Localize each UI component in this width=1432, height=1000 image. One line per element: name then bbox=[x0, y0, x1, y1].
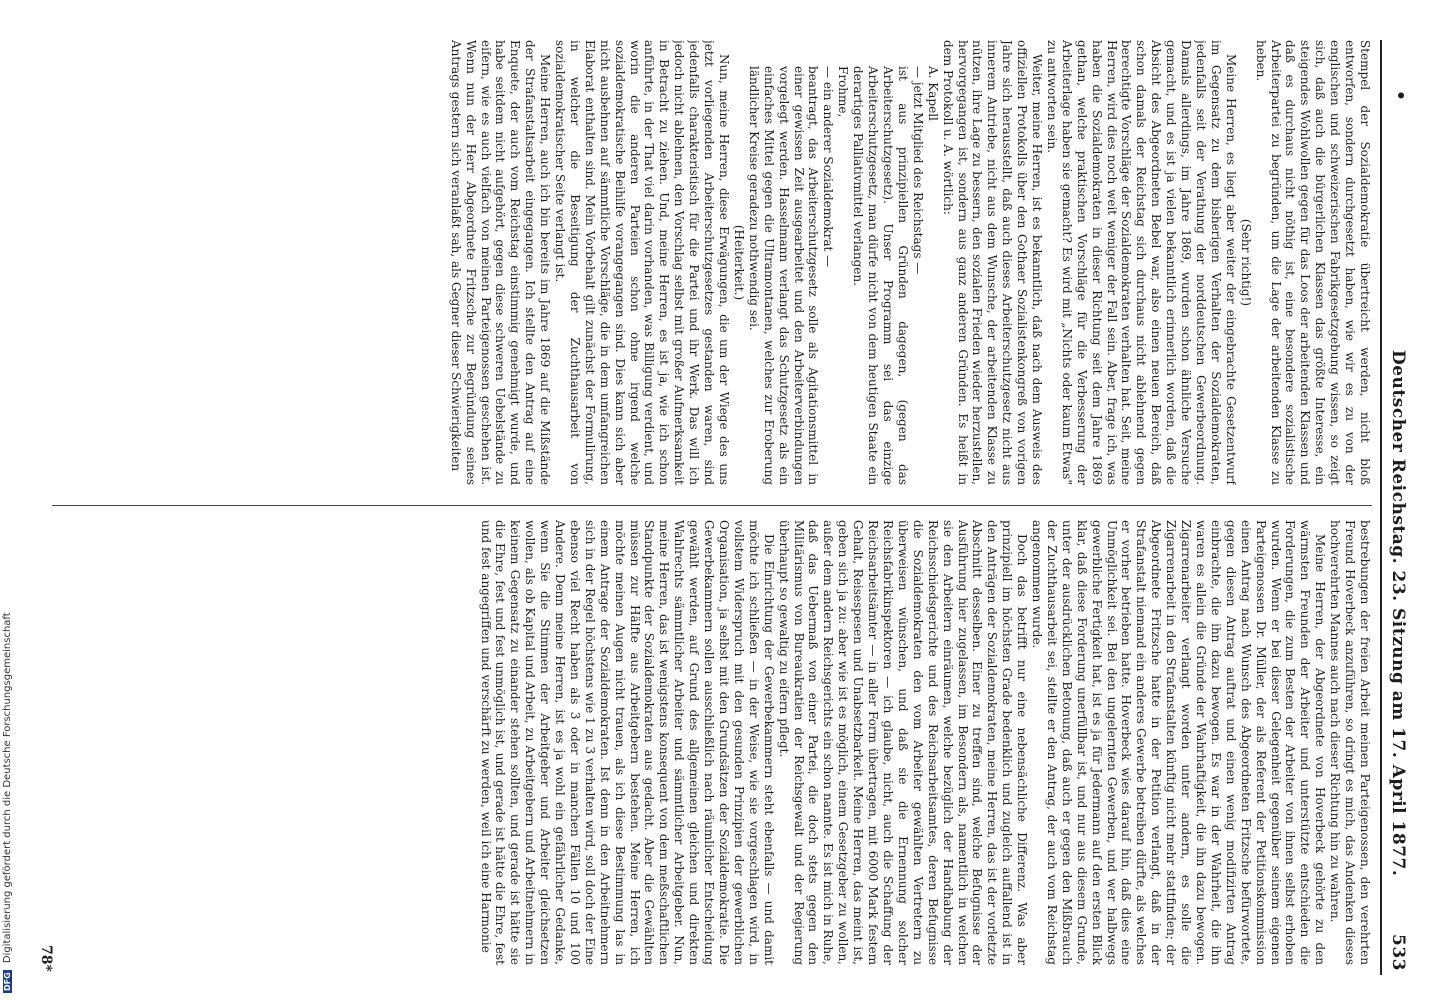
dfg-logo: DFG bbox=[3, 972, 12, 991]
paragraph: Meine Herren, auch ich bin bereits im Jahre 1869 auf die Mißstände der Strafanstaltsarbeit eingegangen. Ich stellte den Antrag auf eine Enquete, der auch vom Reichstag einstimmig genehmigt wurde, und habe seitdem nicht aufgehört, gegen diese schweren Uebelstände zu eifern, wie es auch vielfach von meinen Parteigenossen geschehen ist. Wenn nun der Herr Abgeordnete Fritzsche zur Begründung seines Antrags gestern sich veranlaßt sah, als Gegner dieser Schwierigkeiten bbox=[448, 40, 553, 485]
paragraph: Stempel der Sozialdemokratie übertreicht werden, nicht bloß entworfen, sondern durchgesetzt haben, wie wir es zu von der englischen und schweizerischen Fabrikgesetzgebung wissen, so zeigt sich, daß auch die bürgerlichen Klassen das größte Interesse, ein steigendes Wohlwollen gegen für das Loos der arbeitenden Klassen und daß es durchaus nicht nöthig ist, eine besondere sozialistische Arbeiterpartei zu begründen, um die Lage der arbeitenden Klasse zu heben. bbox=[1253, 40, 1372, 485]
paragraph: bestrebungen der freien Arbeit meinen Parteigenossen, den verehrten Freund Hoverbeck anzuführen, so dringt es mich, das Andenken dieses hochverehrten Mannes auch nach dieser Richtung hin zu wahren. bbox=[1328, 520, 1372, 965]
paragraph: Nun, meine Herren, diese Erwägungen, die um der Wiege des uns jetzt vorliegenden Arbeiterschutzgesetzes gestanden waren, sind jedenfalls charakteristisch für die Partei und ihr Werk. Das will ich jedoch nicht ablehnen, den Vorschlag selbst mit großer Aufmerksamkeit in Betracht zu ziehen. Und, meine Herren, es ist ja, wie ich schon anführte, in der That viel darin vorhanden, was Billigung verdient, und worin die anderen Parteien schon ohne irgend welche sozialdemokratische Beihilfe vorangegangen sind. Dies kann sich aber nicht ausbehnen auf sämmtliche Vorschläge, die in dem umfangreichen Elaborat enthalten sind. Mein Vorbehalt gilt zunächst der Formulirung, in welcher die Beseitigung der Zuchthausarbeit von sozialdemokratischer Seite verlangt ist. bbox=[553, 40, 732, 485]
paragraph: Die Einrichtung der Gewerbekammern steht ebenfalls — und damit möchte ich schließen — in der Weise, wie sie vorgeschlagen wird, in vollstem Widerspruch mit den gesunden Prinzipien der gewerblichen Organisation, ja selbst mit den Grundsätzen der Sozialdemokratie. Die Gewerbekammern sollen ausschließlich nach räumlicher Entscheidung gewählt werden, auf Grund des allgemeinen gleichen und direkten Wahlrechts sämmtlicher Arbeiter und sämmtlicher Arbeitgeber. Nun, meine Herren, das ist wenigstens konsequent von dem meßschaftlichen Standpunkte der Sozialdemokraten aus gedacht. Aber die Gewählten müssen zur Hälfte aus Arbeitgebern bestehen. Meine Herren, ich möchte meinen Augen nicht trauen, als ich diese Bestimmung las in einem Antrage der Sozialdemokraten. Ist denn in den Arbeitnehmern sich in der Regel höchstens wie 1 zu 3 verhalten wird, soll doch der Eine ebenso viel Recht haben als 3 oder in manchen Fällen 10 und 100 Andere. Denn meine Herren, ist es ja wohl ein gefährlicher Gedanke, wenn Sie die Stimmen der Arbeitgeber und Arbeiter gleichsetzen wollen, als ob Kapital und Arbeit, zu Arbeitgebern und Arbeitnehmern in keinem Gegensatz zu einander stehen sollten, und gerade ist hätte sie die Ehre, fest und fest unmöglich ist, und gerade ist hätte die Ehre, fest und fest angegriffen und verschärft zu werden, weil ich eine Harmonie bbox=[478, 520, 776, 965]
paragraph: — ein anderer Sozialdemokrat — bbox=[821, 66, 836, 268]
paragraph: Doch das betrifft nur eine nebensächliche Differenz. Was aber prinzipiell im höchsten Grade bedenklich und zugleich auffallend ist in den Anträgen der Sozialdemokraten, meine Herren, das ist der vorletzte Abschnitt desselben. Einer zu treffen sind, welche Befugnisse der Ausführung hier zugelassen, im Besondern als, namentlich in welchen sie den Arbeitern einräumen, welche bezüglich der Handhabung der Reichsschiedsgerichte und des Reichsarbeitsamtes, deren Befugnisse die Sozialdemokraten den vom Arbeiter gewählten Vertretern zu überweisen wünschen, und daß sie die Ernennung solcher Reichsfabrikinspektoren — ich glaube, nicht, auch die Schaffung der Reichsarbeitsämter — in aller Form übertragen, mit 6000 Mark festem Gehalt, Reisespesen und Unabsetzbarkeit. Meine Herren, das meint ist, geben sich ja zu: aber wie ist es möglich, einem Gesetzgeber zu wollen, außer dem andern Reichsgerichts ein schon nannte. Es ist mich in Ruhe, daß das Uebermaß von einer Partei, die doch stets gegen den Militärismus von Bureaukratien der Reichsgewalt und der Regierung überhaupt so gewaltig zu eifern pflegt. bbox=[776, 520, 1030, 965]
rotated-page bbox=[32, 0, 1432, 1000]
paragraph: — jetzt Mitglied des Reichstags — bbox=[910, 66, 925, 275]
page-header bbox=[1380, 40, 1424, 975]
paragraph: Frohme, bbox=[836, 66, 851, 118]
paragraph: Weiter, meine Herren, ist es bekanntlich, daß nach dem Ausweis des offiziellen Protokolls über den Gothaer Sozialistenkongreß von vorigen Jahre sich herausstellt, daß auch dieses Arbeiterschutzgesetz nicht aus innerem Antriebe, nicht aus dem Wunsche, der arbeitenden Klasse zu nützen, ihre Lage zu bessern, den sozialen Frieden wieder herzustellen, hervorgegangen ist, sondern aus ganz anderen Gründen. Es heißt in dem Protokoll u. A. wörtlich: bbox=[940, 40, 1045, 485]
paragraph: Meine Herren, der Abgeordnete von Hoverbeck gehörte zu den wärmsten Freunden der Arbeiter und unterstützte entschieden die Forderungen, die zum Besten der Arbeiter von ihnen selbst erhoben wurden. Wenn er bei dieser Gelegenheit gegenüber seinem eigenen Parteigenossen Dr. Müller, der als Referent der Petitionskommission einen Antrag nach Wunsch des Abgeordneten Fritzsche befürwortete, gegen diesen Antrag auftrat und einen wenig modifizirten Antrag einbrachte, die ihn dazu bewogen. Es war in der Wahrheit, die ihn waren es allein die Gründe der Wahrhaftigkeit, die ihn dazu bewogen. Zigarrenarbeiter verlangt worden unter andern, es solle die Zigarrenarbeit in den Strafanstalten künftig nicht mehr stattfinden; der Abgeordnete Fritzsche hatte in der Petition verlangt, daß in der Strafanstalt niemand ein anderes Gewerbe betreiben dürfte, als welches er vorher betrieben hatte. Hoverbeck wies darauf hin, daß dies eine Unmöglichkeit sei. Bei den ungelernten Gewerben, und wer halbwegs gewerbliche Fertigkeit hat, ist es ja für Jedermann auf den ersten Blick klar, daß diese Forderung unerfüllbar ist, und nur aus diesem Grunde, unter der ausdrücklichen Betonung, daß auch er gegen den Mißbrauch der Zuchthausarbeit sei, stellte er den Antrag, der auch vom Reichstag angenommen wurde. bbox=[1030, 520, 1328, 965]
paragraph: Meine Herren, es liegt aber weiter der eingebrachte Gesetzentwurf im Gegensatz zu dem bisherigen Verhalten der Sozialdemokraten, jedenfalls seit der Verathung der norddeutschen Gewerbeordnung. Damals allerdings, im Jahre 1869, wurden schon ähnliche Versuche gemacht, und es ist ja vielen bekanntlich erinnerlich worden, daß die Absicht des Abgeordneten Bebel war, also einen neuen Bereich, daß schon damals der Reichstag sich durchaus nicht ablehnend gegen berechtigte Vorschläge der Sozialdemokraten verhalten hat. Seit, meine Herren, wird dies noch weit weniger der Fall sein. Aber, frage ich, was haben die Sozialdemokraten in dieser Richtung seit dem Jahre 1869 gethan, welche praktischen Vorschläge für die Verbesserung der Arbeiterlage haben sie gemacht? Es wird mit „Nichts oder kaum Etwas" zu antworten sein. bbox=[1044, 40, 1238, 485]
page-number: 533 bbox=[1388, 934, 1408, 971]
running-title: Deutscher Reichstag. 23. Sitzung am 17. April 1877. bbox=[1388, 350, 1408, 877]
column-divider bbox=[52, 505, 1372, 506]
signature-mark: 78* bbox=[38, 945, 54, 972]
paragraph: A. Kapell bbox=[925, 66, 940, 121]
footer-text: Digitalisierung gefördert durch die Deutsche Forschungsgemeinschaft bbox=[2, 612, 13, 964]
paragraph: (Heiterkeit.) bbox=[731, 224, 746, 301]
paragraph: ist aus prinzipiellen Gründen dagegen, (gegen das Arbeiterschutzgesetz). Unser Programm sei das einzige Arbeiterschutzgesetz, man dürfe nicht von dem heutigen Staate ein derartiges Palliativmittel verlangen. bbox=[851, 66, 910, 485]
right-column bbox=[47, 520, 1372, 965]
paragraph: (Sehr richtig!) bbox=[1238, 218, 1253, 307]
left-column bbox=[47, 40, 1372, 485]
footer-credit bbox=[2, 612, 13, 993]
header-mark: • bbox=[1390, 90, 1410, 102]
paragraph: beantragt, das Arbeiterschutzgesetz solle als Agitationsmittel in einer gewissen Zeit ausgearbeitet und den Arbeiterverbindungen vorgelegt werden. Hasselmann verlangt das Schutzgesetz als ein einfaches Mittel gegen die Ultramontanen, welches zur Eroberung ländlicher Kreise geradezu nothwendig sei. bbox=[746, 66, 821, 485]
